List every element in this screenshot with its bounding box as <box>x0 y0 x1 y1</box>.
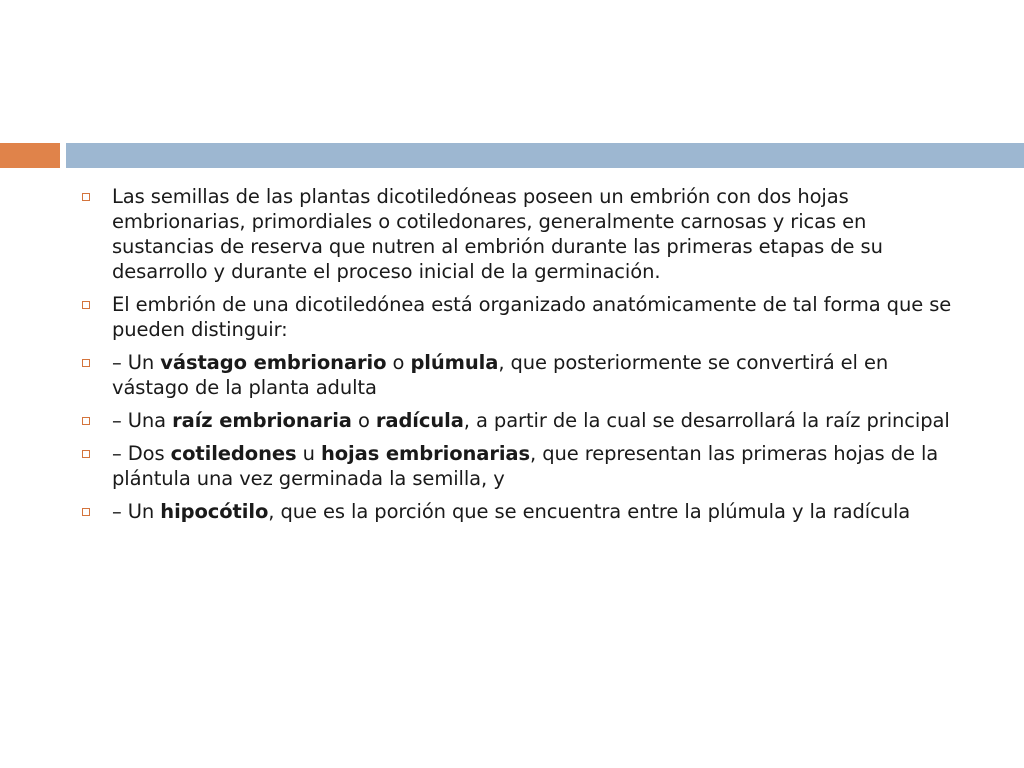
square-bullet-icon <box>82 193 90 201</box>
text-segment: u <box>296 442 321 465</box>
bold-term: hojas embrionarias <box>320 442 530 465</box>
bold-term: hipocótilo <box>160 500 269 523</box>
square-bullet-icon <box>82 450 90 458</box>
bullet-text <box>112 350 960 400</box>
text-segment: – Una <box>112 409 173 432</box>
bullet-item <box>80 184 960 284</box>
text-segment: – Dos <box>112 442 171 465</box>
text-segment: – Un <box>112 351 161 374</box>
bullet-list <box>80 184 960 524</box>
accent-bar-orange <box>0 143 60 168</box>
square-bullet-icon <box>82 508 90 516</box>
square-bullet-icon <box>82 301 90 309</box>
accent-bar-blue <box>66 143 1024 168</box>
bullet-text <box>112 499 960 524</box>
bold-term: raíz embrionaria <box>172 409 352 432</box>
bullet-text <box>112 292 960 342</box>
bullet-item <box>80 350 960 400</box>
square-bullet-icon <box>82 359 90 367</box>
bold-term: vástago embrionario <box>160 351 387 374</box>
square-bullet-icon <box>82 417 90 425</box>
text-segment: o <box>386 351 411 374</box>
bold-term: cotiledones <box>170 442 297 465</box>
bullet-item <box>80 441 960 491</box>
bullet-text <box>112 408 960 433</box>
bullet-text <box>112 184 960 284</box>
text-segment: , que es la porción que se encuentra entre la plúmula y la radícula <box>268 500 911 523</box>
text-segment: El embrión de una dicotiledónea está organizado anatómicamente de tal forma que se pueden distinguir: <box>112 293 952 341</box>
slide-content <box>80 184 960 532</box>
text-segment: , que representan las primeras hojas de la plántula una vez germinada la semilla, y <box>112 442 939 490</box>
bullet-item <box>80 292 960 342</box>
text-segment: Las semillas de las plantas dicotiledóneas poseen un embrión con dos hojas embrionarias, primordiales o cotiledonares, generalmente carnosas y ricas en sustancias de reserva que nutren al embrión durante las primeras etapas de su desarrollo y durante el proceso inicial de la germinación. <box>112 185 883 283</box>
text-segment: , a partir de la cual se desarrollará la raíz principal <box>463 409 950 432</box>
text-segment: , que posteriormente se convertirá el en vástago de la planta adulta <box>112 351 889 399</box>
bullet-item <box>80 499 960 524</box>
bold-term: plúmula <box>410 351 499 374</box>
text-segment: o <box>351 409 376 432</box>
bold-term: radícula <box>375 409 464 432</box>
text-segment: – Un <box>112 500 161 523</box>
bullet-text <box>112 441 960 491</box>
bullet-item <box>80 408 960 433</box>
